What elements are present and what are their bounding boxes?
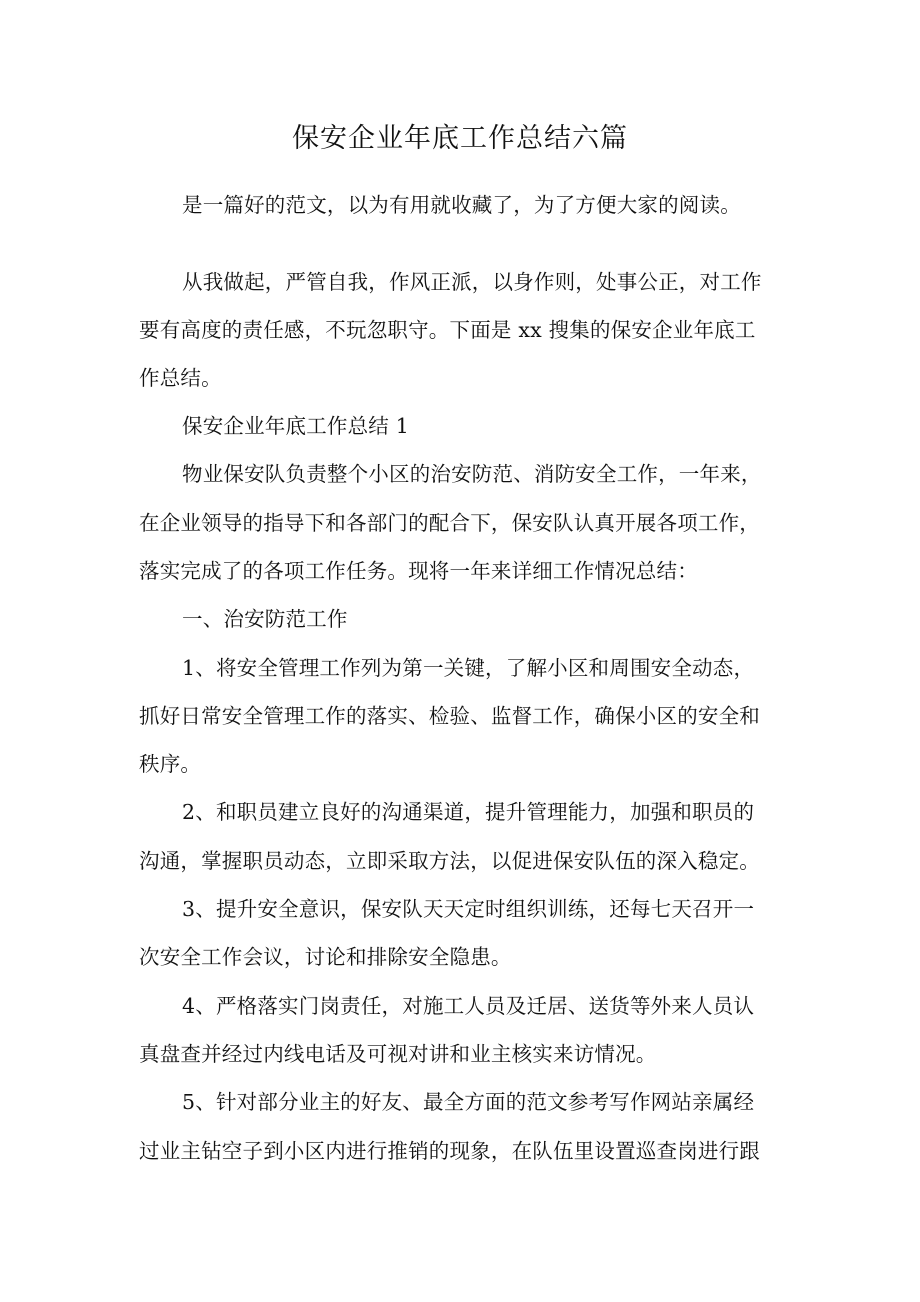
paragraph-line: 秩序。 <box>139 752 202 776</box>
paragraph-line: 落实完成了的各项工作任务。现将一年来详细工作情况总结： <box>139 559 698 583</box>
paragraph-line: 5、针对部分业主的好友、最全方面的范文参考写作网站亲属经 <box>182 1090 755 1114</box>
paragraph-line: 从我做起，严管自我，作风正派，以身作则，处事公正，对工作 <box>182 270 762 294</box>
paragraph-line: 是一篇好的范文，以为有用就收藏了，为了方便大家的阅读。 <box>182 193 741 217</box>
paragraph-line: 2、和职员建立良好的沟通渠道，提升管理能力，加强和职员的 <box>182 800 755 824</box>
paragraph-line: 作总结。 <box>139 366 222 390</box>
paragraph-line: 在企业领导的指导下和各部门的配合下，保安队认真开展各项工作， <box>139 511 760 535</box>
paragraph-line: 要有高度的责任感，不玩忽职守。下面是 xx 搜集的保安企业年底工 <box>139 318 756 342</box>
paragraph-line: 1、将安全管理工作列为第一关键，了解小区和周围安全动态， <box>182 656 755 680</box>
paragraph-line: 真盘查并经过内线电话及可视对讲和业主核实来访情况。 <box>139 1042 657 1066</box>
paragraph-line: 沟通，掌握职员动态，立即采取方法，以促进保安队伍的深入稳定。 <box>139 849 760 873</box>
section-heading: 保安企业年底工作总结 1 <box>182 414 409 438</box>
document-title: 保安企业年底工作总结六篇 <box>292 123 628 154</box>
paragraph-line: 过业主钻空子到小区内进行推销的现象，在队伍里设置巡查岗进行跟 <box>139 1139 760 1163</box>
paragraph-line: 物业保安队负责整个小区的治安防范、消防安全工作，一年来， <box>182 462 762 486</box>
subsection-heading: 一、治安防范工作 <box>182 607 348 631</box>
paragraph-line: 次安全工作会议，讨论和排除安全隐患。 <box>139 945 512 969</box>
paragraph-line: 3、提升安全意识，保安队天天定时组织训练，还每七天召开一 <box>182 897 755 921</box>
paragraph-line: 4、严格落实门岗责任，对施工人员及迁居、送货等外来人员认 <box>182 994 755 1018</box>
paragraph-line: 抓好日常安全管理工作的落实、检验、监督工作，确保小区的安全和 <box>139 704 760 728</box>
